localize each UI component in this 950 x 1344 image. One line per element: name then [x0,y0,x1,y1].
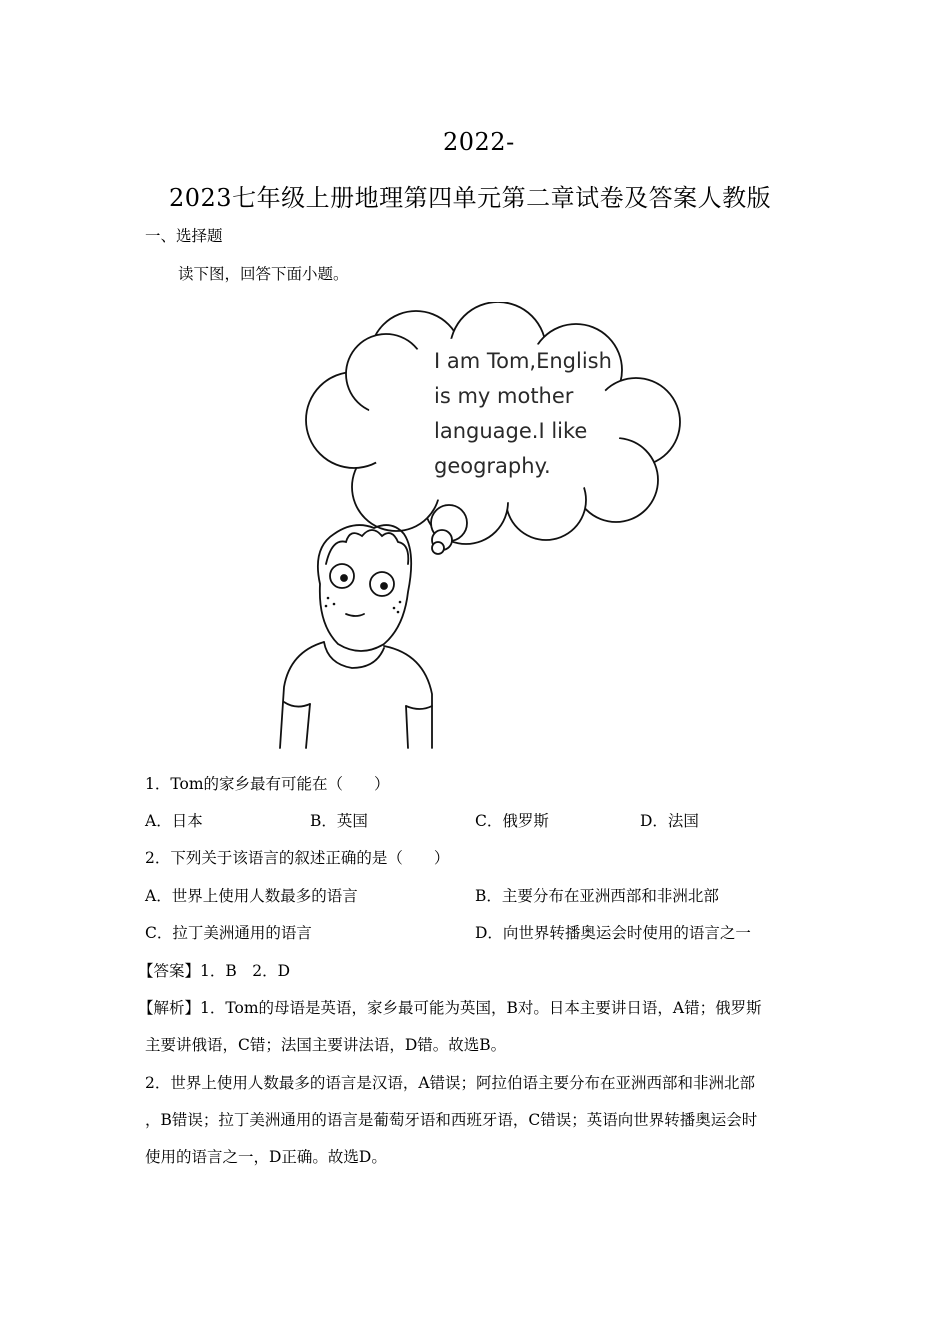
speech-line-4: geography. [434,454,551,478]
analysis-line-1: 【解析】1．Tom的母语是英语，家乡最可能为英国，B对。日本主要讲日语，A错；俄罗斯 [138,999,762,1017]
answer-line: 【答案】1．B 2．D [138,962,291,980]
tom-drawing [276,302,686,754]
question-2-option-a: A．世界上使用人数最多的语言 [145,887,358,905]
question-2-option-c: C．拉丁美洲通用的语言 [145,924,312,942]
question-1-option-d: D．法国 [640,812,699,830]
section-heading: 一、选择题 [145,227,223,245]
speech-line-3: language.I like [434,419,588,443]
thought-dots [431,505,467,554]
instruction: 读下图，回答下面小题。 [178,265,349,283]
question-2-stem: 2．下列关于该语言的叙述正确的是（ ） [145,849,450,867]
title-line-2: 2023七年级上册地理第四单元第二章试卷及答案人教版 [169,184,772,212]
analysis-line-4: ，B错误；拉丁美洲通用的语言是葡萄牙语和西班牙语，C错误；英语向世界转播奥运会时 [145,1111,758,1129]
speech-line-2: is my mother [434,384,574,408]
analysis-line-5: 使用的语言之一，D正确。故选D。 [145,1148,387,1166]
question-1-option-b: B．英国 [310,812,368,830]
tom-figure [280,525,432,748]
tom-illustration [276,302,686,754]
title-line-1: 2022- [443,128,515,156]
question-2-option-d: D．向世界转播奥运会时使用的语言之一 [475,924,751,942]
question-1-option-a: A．日本 [145,812,203,830]
analysis-line-3: 2．世界上使用人数最多的语言是汉语，A错误；阿拉伯语主要分布在亚洲西部和非洲北部 [145,1074,756,1092]
question-2-option-b: B．主要分布在亚洲西部和非洲北部 [475,887,719,905]
analysis-line-2: 主要讲俄语，C错；法国主要讲法语，D错。故选B。 [145,1036,507,1054]
question-1-option-c: C．俄罗斯 [475,812,549,830]
speech-line-1: I am Tom,English [434,349,612,373]
question-1-stem: 1．Tom的家乡最有可能在（ ） [145,775,390,793]
